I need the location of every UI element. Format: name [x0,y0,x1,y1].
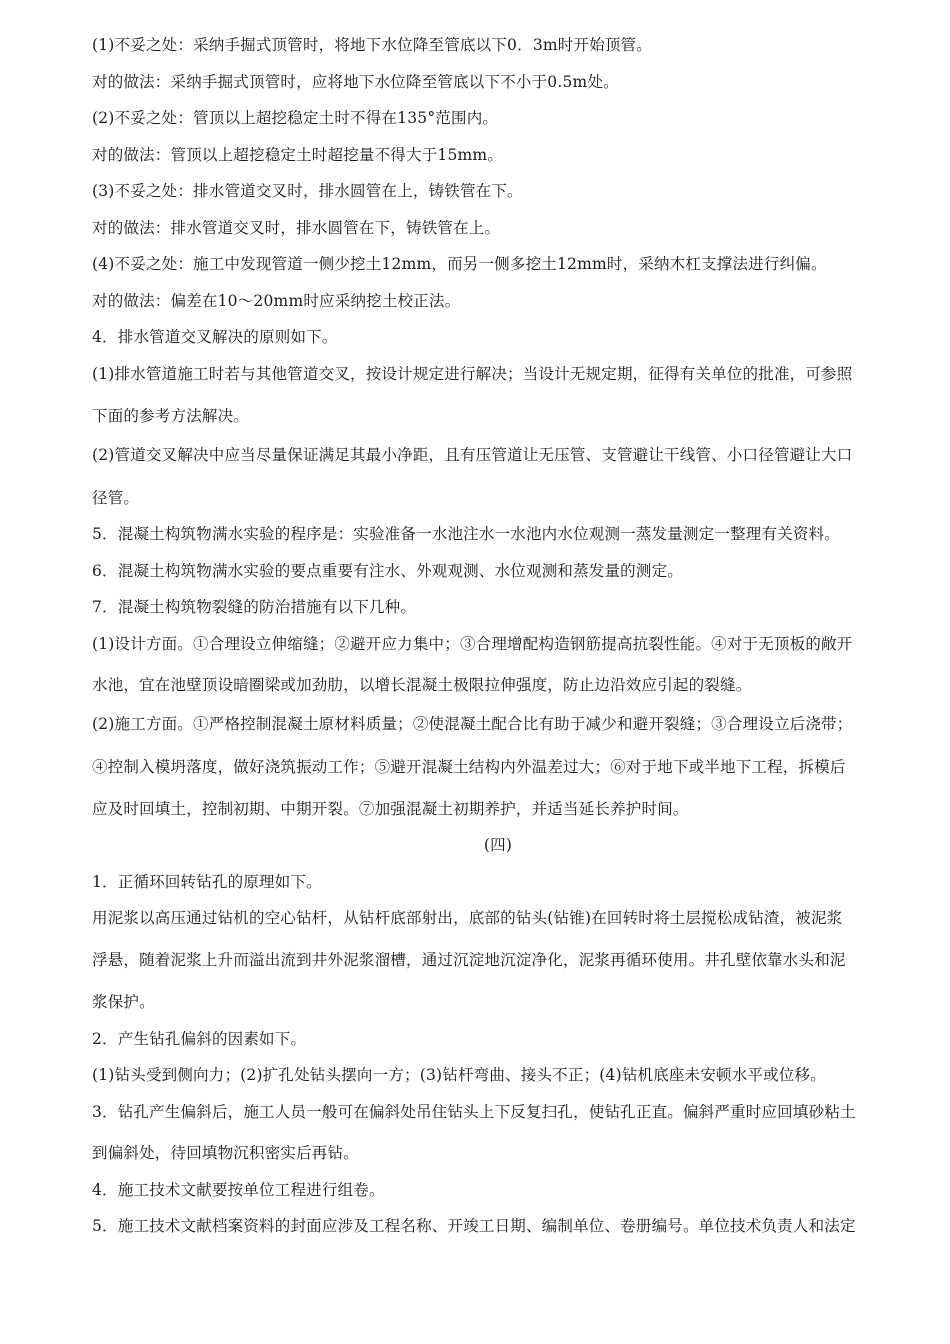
text-line: 径管。 [92,489,140,507]
text-line: 到偏斜处，待回填物沉积密实后再钻。 [92,1144,359,1162]
text-line: 浆保护。 [92,993,155,1011]
text-line: 对的做法：偏差在10～20mm时应采纳挖土校正法。 [92,292,461,310]
text-line: (1)不妥之处：采纳手掘式顶管时，将地下水位降至管底以下0．3m时开始顶管。 [92,36,652,54]
text-line: 对的做法：排水管道交叉时，排水圆管在下，铸铁管在上。 [92,219,501,237]
text-line: 3．钻孔产生偏斜后，施工人员一般可在偏斜处吊住钻头上下反复扫孔，使钻孔正直。偏斜严重时应回填砂粘土 [92,1103,856,1121]
text-line: (1)钻头受到侧向力；(2)扩孔处钻头摆向一方；(3)钻杆弯曲、接头不正；(4)钻机底座未安顿水平或位移。 [92,1066,826,1084]
text-line: 下面的参考方法解决。 [92,407,250,425]
text-line: 4．施工技术文献要按单位工程进行组卷。 [92,1181,385,1199]
text-line: 水池，宜在池壁顶设暗圈梁或加劲肋，以增长混凝土极限拉伸强度，防止边沿效应引起的裂缝。 [92,676,752,694]
text-line: 5．施工技术文献档案资料的封面应涉及工程名称、开竣工日期、编制单位、卷册编号。单位技术负责人和法定 [92,1217,856,1235]
text-line: 对的做法：采纳手掘式顶管时，应将地下水位降至管底以下不小于0.5m处。 [92,73,619,91]
section-title: (四) [483,836,513,854]
text-line: 用泥浆以高压通过钻机的空心钻杆，从钻杆底部射出，底部的钻头(钻锥)在回转时将土层搅松成钻渣，被泥浆 [92,909,843,927]
text-line: 应及时回填土，控制初期、中期开裂。⑦加强混凝土初期养护，并适当延长养护时间。 [92,800,689,818]
section-heading: 7．混凝土构筑物裂缝的防治措施有以下几种。 [92,598,417,616]
section-heading: 4．排水管道交叉解决的原则如下。 [92,328,338,346]
section-heading: 6．混凝土构筑物满水实验的要点重要有注水、外观观测、水位观测和蒸发量的测定。 [92,562,683,580]
section-heading: 2．产生钻孔偏斜的因素如下。 [92,1030,307,1048]
text-line: (1)设计方面。①合理设立伸缩缝；②避开应力集中；③合理增配构造钢筋提高抗裂性能。④对于无顶板的敞开 [92,635,853,653]
text-line: (2)不妥之处：管顶以上超挖稳定土时不得在135°范围内。 [92,109,499,127]
text-line: (1)排水管道施工时若与其他管道交叉，按设计规定进行解决；当设计无规定期，征得有关单位的批准，可参照 [92,365,853,383]
text-line: (2)管道交叉解决中应当尽量保证满足其最小净距，且有压管道让无压管、支管避让干线管、小口径管避让大口 [92,446,853,464]
text-line: (2)施工方面。①严格控制混凝土原材料质量；②使混凝土配合比有助于减少和避开裂缝；③合理设立后浇带； [92,715,853,733]
text-line: (4)不妥之处：施工中发现管道一侧少挖土12mm，而另一侧多挖土12mm时，采纳木杠支撑法进行纠偏。 [92,255,827,273]
text-line: 对的做法：管顶以上超挖稳定土时超挖量不得大于15mm。 [92,146,504,164]
text-line: 浮悬，随着泥浆上升而溢出流到井外泥浆溜槽，通过沉淀地沉淀净化，泥浆再循环使用。井孔壁依靠水头和泥 [92,951,846,969]
section-heading: 5．混凝土构筑物满水实验的程序是：实验准备一水池注水一水池内水位观测一蒸发量测定一整理有关资料。 [92,525,840,543]
text-line: ④控制入模坍落度，做好浇筑振动工作；⑤避开混凝土结构内外温差过大；⑥对于地下或半地下工程，拆模后 [92,758,846,776]
section-heading: 1．正循环回转钻孔的原理如下。 [92,873,322,891]
text-line: (3)不妥之处：排水管道交叉时，排水圆管在上，铸铁管在下。 [92,182,523,200]
